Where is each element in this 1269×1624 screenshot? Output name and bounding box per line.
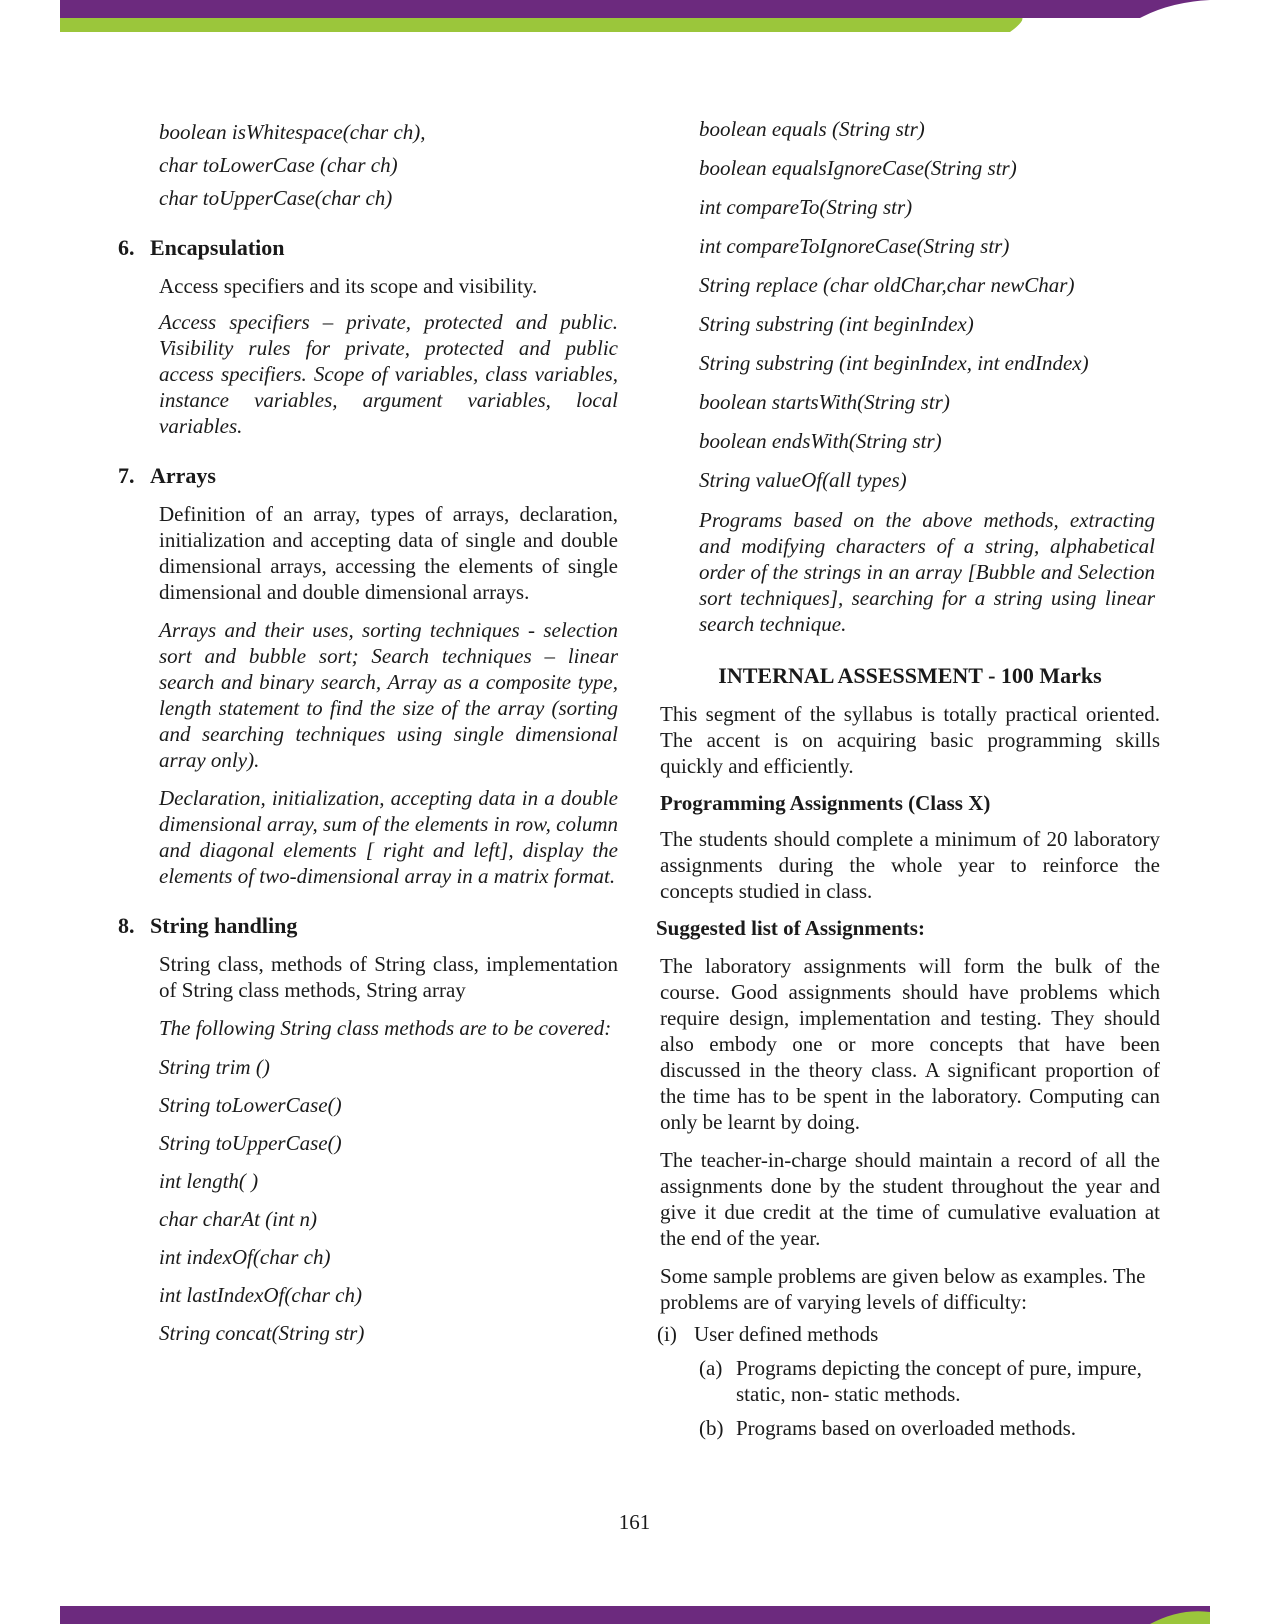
- method-list-top: [118, 120, 618, 211]
- list-text: Programs depicting the concept of pure, impure, static, non- static methods.: [736, 1356, 1142, 1406]
- method-line: char toLowerCase (char ch): [159, 153, 398, 177]
- list-text: User defined methods: [694, 1322, 879, 1346]
- section-heading-string-handling: [118, 913, 618, 939]
- programs-paragraph: Programs based on the above methods, extracting and modifying characters of a string, alphabetical order of the strings in an array [Bubble and Selection sort techniques], searching for a string using linear search technique.: [699, 508, 1155, 636]
- method-line: int indexOf(char ch): [159, 1245, 331, 1269]
- section-number: 7.: [118, 463, 135, 488]
- footer-band: [60, 1606, 1210, 1624]
- paragraph: Declaration, initialization, accepting data in a double dimensional array, sum of the elements in row, column and diagonal elements [ right and left], display the elements of two-dimensional array in a matrix format.: [159, 786, 618, 888]
- method-line: char charAt (int n): [159, 1207, 318, 1231]
- section-heading-arrays: [118, 463, 618, 489]
- paragraph: Definition of an array, types of arrays, declaration, initialization and accepting data of single and double dimensional arrays, accessing the elements of single dimensional and double dimensional arrays.: [159, 502, 618, 604]
- method-line: String toLowerCase(): [159, 1093, 342, 1117]
- paragraph: The students should complete a minimum of 20 laboratory assignments during the whole year to reinforce the concepts studied in class.: [660, 827, 1160, 903]
- sub-list-item: [699, 1415, 1160, 1441]
- method-line: boolean startsWith(String str): [699, 390, 950, 414]
- method-line: boolean endsWith(String str): [699, 429, 942, 453]
- method-line: String trim (): [159, 1055, 270, 1079]
- programming-assignments-heading: Programming Assignments (Class X): [660, 791, 991, 815]
- method-line: int length( ): [159, 1169, 259, 1193]
- list-text: Programs based on overloaded methods.: [736, 1416, 1077, 1440]
- method-line: int compareToIgnoreCase(String str): [699, 234, 1010, 258]
- method-line: String replace (char oldChar,char newChar): [699, 273, 1075, 297]
- paragraph: Some sample problems are given below as examples. The problems are of varying levels of difficulty:: [660, 1264, 1146, 1314]
- section-title: Arrays: [150, 463, 216, 488]
- paragraph: Arrays and their uses, sorting techniques - selection sort and bubble sort; Search techniques – linear search and binary search, Array as a composite type, length statement to find the size of the array (sorting and searching techniques using single dimensional array only).: [159, 618, 618, 772]
- method-line: String valueOf(all types): [699, 468, 907, 492]
- list-label: (i): [657, 1322, 677, 1346]
- page-number: 161: [618, 1510, 651, 1534]
- paragraph: Access specifiers and its scope and visibility.: [159, 274, 538, 298]
- section-number: 6.: [118, 235, 135, 260]
- header-band: [60, 0, 1210, 32]
- method-line: String substring (int beginIndex): [699, 312, 974, 336]
- method-line: String toUpperCase(): [159, 1131, 342, 1155]
- paragraph: String class, methods of String class, implementation of String class methods, String array: [159, 952, 618, 1002]
- method-list-right: [660, 117, 1160, 493]
- method-line: char toUpperCase(char ch): [159, 186, 393, 210]
- list-item: [657, 1321, 1160, 1347]
- method-line: boolean equalsIgnoreCase(String str): [699, 156, 1017, 180]
- paragraph: The laboratory assignments will form the bulk of the course. Good assignments should have problems which require design, implementation and testing. They should also embody one or more concepts that have been discussed in the theory class. A significant proportion of the time has to be spent in the laboratory. Computing can only be learnt by doing.: [660, 954, 1160, 1134]
- method-line: boolean equals (String str): [699, 117, 925, 141]
- list-label: (a): [699, 1356, 723, 1380]
- paragraph: Access specifiers – private, protected and public. Visibility rules for private, protected and public access specifiers. Scope of variables, class variables, instance variables, argument variables, local variables.: [159, 310, 618, 438]
- section-number: 8.: [118, 913, 135, 938]
- left-column: [118, 120, 618, 1359]
- section-title: Encapsulation: [150, 235, 285, 260]
- section-title: String handling: [150, 913, 298, 938]
- string-method-list: [118, 1055, 618, 1346]
- list-label: (b): [699, 1416, 724, 1440]
- method-line: int compareTo(String str): [699, 195, 913, 219]
- suggested-assignments-heading: Suggested list of Assignments:: [656, 916, 925, 940]
- internal-assessment-title: INTERNAL ASSESSMENT - 100 Marks: [718, 663, 1102, 688]
- method-line: String concat(String str): [159, 1321, 365, 1345]
- right-column: [656, 117, 1160, 1441]
- section-heading-encapsulation: [118, 235, 618, 261]
- method-line: String substring (int beginIndex, int endIndex): [699, 351, 1089, 375]
- method-line: boolean isWhitespace(char ch),: [159, 120, 426, 144]
- method-line: int lastIndexOf(char ch): [159, 1283, 362, 1307]
- paragraph: The following String class methods are to be covered:: [159, 1016, 612, 1040]
- paragraph: This segment of the syllabus is totally practical oriented. The accent is on acquiring basic programming skills quickly and efficiently.: [660, 702, 1160, 778]
- sub-list-item: [699, 1355, 1160, 1407]
- paragraph: The teacher-in-charge should maintain a record of all the assignments done by the student throughout the year and give it due credit at the time of cumulative evaluation at the end of the year.: [660, 1148, 1160, 1250]
